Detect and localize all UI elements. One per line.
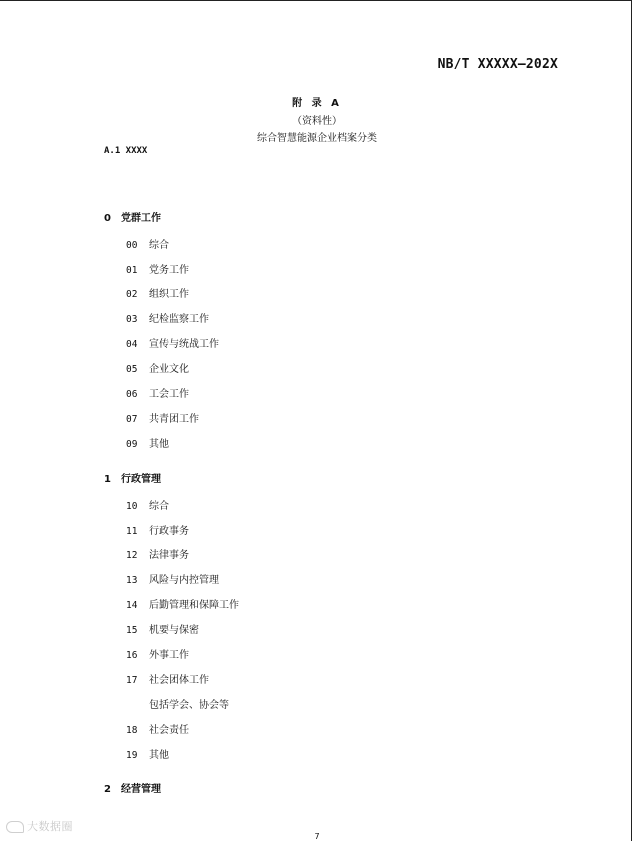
item-code: 11 (126, 526, 138, 537)
item-code: 16 (126, 650, 138, 661)
item-code: 12 (126, 550, 138, 561)
item-code: 18 (126, 725, 138, 736)
item-label: 工会工作 (149, 389, 189, 400)
item-label: 风险与内控管理 (149, 575, 219, 586)
category-heading-0 (104, 209, 161, 224)
item-label: 社会团体工作 (149, 675, 209, 686)
item-code: 09 (126, 439, 138, 450)
item-label: 外事工作 (149, 650, 189, 661)
item-code: 03 (126, 314, 138, 325)
item-code: 15 (126, 625, 138, 636)
list-item (126, 360, 189, 375)
item-label: 宣传与统战工作 (149, 339, 219, 350)
item-label: 共青团工作 (149, 414, 199, 425)
annex-title: 附 录 A (292, 98, 342, 109)
item-label: 行政事务 (149, 526, 189, 537)
list-item (126, 236, 169, 251)
item-label: 党务工作 (149, 265, 189, 276)
item-code: 14 (126, 600, 138, 611)
category-label: 行政管理 (121, 474, 161, 485)
item-label: 其他 (149, 439, 169, 450)
item-code: 02 (126, 289, 138, 300)
item-label: 纪检监察工作 (149, 314, 209, 325)
category-heading-2 (104, 780, 161, 795)
category-code: 1 (104, 474, 111, 485)
list-item (126, 646, 189, 661)
item-label: 其他 (149, 750, 169, 761)
item-code: 10 (126, 501, 138, 512)
list-item (126, 746, 169, 761)
list-item (126, 435, 169, 450)
list-item (126, 285, 189, 300)
item-code: 05 (126, 364, 138, 375)
category-code: 0 (104, 213, 111, 224)
item-label: 企业文化 (149, 364, 189, 375)
list-item (126, 522, 189, 537)
item-label: 综合 (149, 240, 169, 251)
list-item (126, 671, 209, 686)
list-item (126, 546, 189, 561)
clause-heading: A.1 XXXX (104, 146, 148, 156)
item-code: 01 (126, 265, 138, 276)
item-code: 19 (126, 750, 138, 761)
item-label: 综合 (149, 501, 169, 512)
item-label: 社会责任 (149, 725, 189, 736)
list-item (126, 596, 239, 611)
item-note: 包括学会、协会等 (149, 700, 229, 711)
watermark-text: 大数据圈 (27, 820, 73, 833)
annex-name: 综合智慧能源企业档案分类 (257, 133, 377, 144)
item-label: 组织工作 (149, 289, 189, 300)
item-code: 13 (126, 575, 138, 586)
category-heading-1 (104, 470, 161, 485)
item-label: 后勤管理和保障工作 (149, 600, 239, 611)
list-item (126, 335, 219, 350)
item-code: 04 (126, 339, 138, 350)
standard-number: NB/T XXXXX—202X (437, 57, 558, 72)
list-item (126, 385, 189, 400)
category-code: 2 (104, 784, 111, 795)
item-code: 17 (126, 675, 138, 686)
item-label: 法律事务 (149, 550, 189, 561)
annex-nature: （资料性） (292, 116, 342, 127)
page-number: 7 (314, 832, 320, 841)
list-item (126, 497, 169, 512)
list-item (126, 410, 199, 425)
list-item (126, 261, 189, 276)
item-label: 机要与保密 (149, 625, 199, 636)
category-label: 党群工作 (121, 213, 161, 224)
category-label: 经营管理 (121, 784, 161, 795)
item-code: 07 (126, 414, 138, 425)
item-code: 06 (126, 389, 138, 400)
list-item (126, 310, 209, 325)
list-item (126, 621, 199, 636)
list-item (126, 571, 219, 586)
list-item (126, 721, 189, 736)
item-code: 00 (126, 240, 138, 251)
